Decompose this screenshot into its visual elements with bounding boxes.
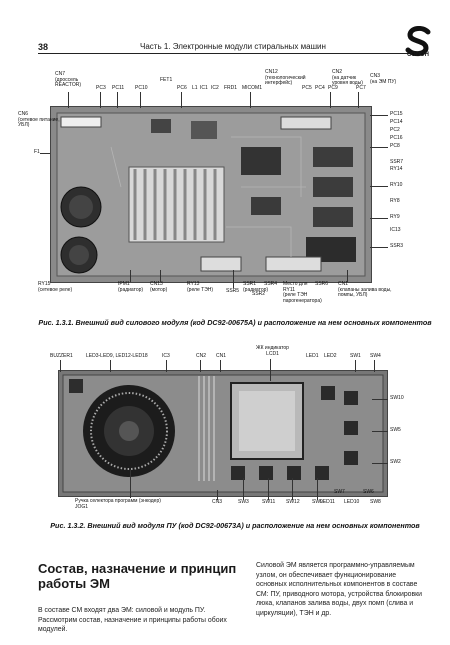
label-ry9: RY9 — [390, 214, 400, 220]
label-sw7: SW7 — [334, 489, 345, 495]
label-cn12: CN12 (технологический интерфейс) — [265, 69, 306, 86]
figure2-caption: Рис. 1.3.2. Внешний вид модуля ПУ (код DC92-00673A) и расположение на нем основных компонентов — [50, 521, 420, 530]
leader-line — [243, 478, 244, 500]
power-module-photo — [50, 106, 372, 283]
label-led10: LED10 — [344, 499, 360, 505]
leader-line — [330, 92, 331, 108]
label-sw1: SW1 — [350, 353, 361, 359]
section-title: Состав, назначение и принцип работы ЭМ — [38, 561, 237, 591]
label-ry11-place: Место для RY11 (реле ТЭН парогенератора) — [283, 281, 322, 304]
leader-line — [250, 92, 251, 108]
leader-line — [370, 147, 388, 148]
leader-line — [374, 360, 375, 372]
label-cn2-pu: CN2 — [196, 353, 207, 359]
leader-line — [372, 463, 388, 464]
label-cn3-pu: CN3 — [212, 499, 223, 505]
leader-line — [117, 92, 118, 108]
label-sw5: SW5 — [390, 427, 401, 433]
label-pc3: PC3 — [96, 85, 106, 91]
leader-line — [40, 153, 50, 154]
label-ic2: IC2 — [211, 85, 219, 91]
leader-line — [130, 270, 131, 282]
leader-line — [372, 399, 388, 400]
leader-line — [130, 470, 131, 498]
publisher-logo-text: СОЛОН — [407, 52, 429, 58]
label-sw6: SW6 — [363, 489, 374, 495]
label-cn2: CN2 (на датчик уровня воды) — [332, 69, 363, 86]
control-panel-board-drawing — [59, 371, 387, 496]
leader-line — [110, 360, 111, 372]
leader-line — [200, 360, 201, 372]
label-sw11: SW11 — [262, 499, 276, 505]
label-cn13: CN13 (мотор) — [150, 281, 168, 293]
power-module-board-drawing — [51, 107, 371, 282]
label-sw12: SW12 — [286, 499, 300, 505]
label-cn1-pu: CN1 — [216, 353, 227, 359]
leader-line — [370, 218, 388, 219]
label-led1: LED1 — [306, 353, 319, 359]
label-pc7: PC7 — [356, 85, 366, 91]
label-pc6: PC6 — [177, 85, 187, 91]
label-frd1: FRD1 — [224, 85, 238, 91]
label-ic1: IC1 — [200, 85, 208, 91]
leader-line — [370, 115, 388, 116]
label-cn3: CN3 (на ЭМ ПУ) — [370, 73, 397, 85]
header-rule — [38, 53, 410, 54]
label-pc4: PC4 — [315, 85, 325, 91]
label-jog1: Ручка селектора программ (энкодер) JOG1 — [75, 498, 161, 510]
running-head: Часть 1. Электронные модули стиральных машин — [140, 42, 326, 51]
label-ry8: RY8 — [390, 198, 400, 204]
label-pc14: PC14 — [390, 119, 403, 125]
label-pc2: PC2 — [390, 127, 400, 133]
control-panel-photo — [58, 370, 388, 497]
label-ssr4: SSR4 — [264, 281, 278, 287]
label-ssr5: SSR5 — [226, 288, 240, 294]
leader-line — [270, 359, 271, 381]
label-pc15: PC15 — [390, 111, 403, 117]
leader-line — [166, 360, 167, 372]
label-led2: LED2 — [324, 353, 337, 359]
label-sw4: SW4 — [370, 353, 381, 359]
leader-line — [370, 186, 388, 187]
label-sw3: SW3 — [238, 499, 249, 505]
label-led11: LED11 — [320, 499, 335, 505]
leader-line — [217, 490, 218, 500]
label-cn1: CN1 (клапаны залива воды, помпы, УБЛ) — [338, 281, 392, 298]
label-ry13: RY13 (реле ТЭН) — [187, 281, 214, 293]
label-lcd1: ЖК индикатор LCD1 — [256, 345, 289, 357]
page-number: 38 — [38, 42, 49, 52]
label-ry14: RY14 — [390, 166, 403, 172]
label-pc11: PC11 — [112, 85, 125, 91]
leader-line — [317, 478, 318, 500]
leader-line — [233, 270, 234, 288]
label-ssr6: SSR6 — [315, 281, 329, 287]
label-micom1: MICOM1 — [242, 85, 262, 91]
leader-line — [220, 360, 221, 372]
label-sw8: SW8 — [370, 499, 381, 505]
label-pc8: PC8 — [390, 143, 400, 149]
label-f1: F1 — [34, 149, 40, 155]
label-ssr7: SSR7 — [390, 159, 404, 165]
label-ipm1: IPM1 (радиатор) — [118, 281, 144, 293]
leader-line — [347, 270, 348, 282]
label-l1: L1 — [192, 85, 198, 91]
label-leds: LED3-LED9, LED12-LED18 — [86, 353, 148, 359]
label-buzzer1: BUZZER1 — [50, 353, 73, 359]
label-pc5: PC5 — [302, 85, 312, 91]
section-paragraph-right: Силовой ЭМ является программно-управляемым узлом, он обеспечивает функционирование основных исполнительных компонентов в составе СМ: ПУ, приводного мотора, устройства блокировки люка, клапанов залива воды, двух помп (слива и циркуляции), ТЭН и др. — [256, 562, 423, 617]
label-ry15: RY15 (сетевое реле) — [38, 281, 73, 293]
label-ssr2: SSR2 — [252, 291, 266, 297]
leader-line — [68, 92, 69, 108]
leader-line — [292, 478, 293, 500]
label-pc16: PC16 — [390, 135, 403, 141]
leader-line — [181, 92, 182, 108]
leader-line — [160, 270, 161, 282]
label-sw10: SW10 — [390, 395, 404, 401]
label-pc10: PC10 — [135, 85, 148, 91]
leader-line — [60, 360, 61, 372]
label-ssr1: SSR1 (радиатор) — [243, 281, 269, 293]
leader-line — [358, 92, 359, 108]
label-sw2: SW2 — [390, 459, 401, 465]
leader-line — [100, 92, 101, 108]
leader-line — [370, 247, 388, 248]
label-fet1: FET1 — [160, 77, 173, 83]
label-sw9: SW9 — [312, 499, 323, 505]
label-ssr3: SSR3 — [390, 243, 404, 249]
label-cn6: CN6 (сетевое питание, УБЛ) — [18, 111, 60, 128]
label-ry10: RY10 — [390, 182, 403, 188]
label-ic13: IC13 — [390, 227, 401, 233]
leader-line — [355, 360, 356, 372]
leader-line — [268, 478, 269, 500]
leader-line — [372, 431, 388, 432]
label-pc9: PC9 — [328, 85, 338, 91]
label-cn7: CN7 (дроссель REACTOR) — [55, 71, 82, 88]
section-paragraph-left: В составе СМ входят два ЭМ: силовой и модуль ПУ. Рассмотрим состав, назначение и принципы работы обоих модулей. — [38, 607, 227, 633]
figure1-caption: Рис. 1.3.1. Внешний вид силового модуля (код DC92-00675A) и расположение на нем основных компонентов — [38, 318, 432, 327]
leader-line — [140, 92, 141, 108]
label-ic3: IC3 — [162, 353, 170, 359]
